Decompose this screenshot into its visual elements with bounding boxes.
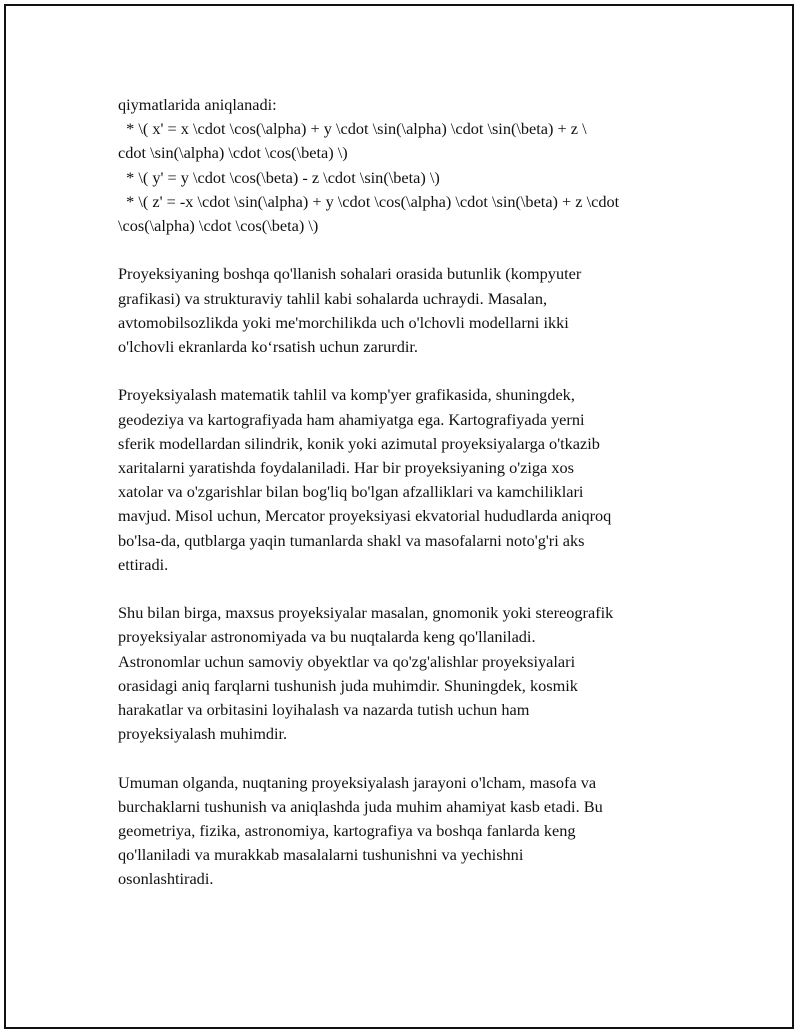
paragraph-gap bbox=[118, 746, 688, 770]
paragraph-gap bbox=[118, 577, 688, 601]
text-line: geodeziya va kartografiyada ham ahamiyatga ega. Kartografiyada yerni bbox=[118, 409, 585, 429]
text-line: grafikasi) va strukturaviy tahlil kabi sohalarda uchraydi. Masalan, bbox=[118, 288, 548, 308]
formula-x-line-1: * \( x' = x \cdot \cos(\alpha) + y \cdot \sin(\alpha) \cdot \sin(\beta) + z \ bbox=[118, 119, 587, 139]
text-line: ettiradi. bbox=[118, 554, 169, 574]
text-line: xaritalarni yaratishda foydalaniladi. Har bir proyeksiyaning o'ziga xos bbox=[118, 458, 574, 478]
formula-y-line: * \( y' = y \cdot \cos(\beta) - z \cdot \sin(\beta) \) bbox=[118, 167, 440, 187]
text-line: qo'llaniladi va murakkab masalalarni tushunishni va yechishni bbox=[118, 845, 524, 865]
text-line: proyeksiyalar astronomiyada va bu nuqtalarda keng qo'llaniladi. bbox=[118, 627, 536, 647]
paragraph-gap bbox=[118, 359, 688, 383]
paragraph-gap bbox=[118, 238, 688, 262]
formula-z-line-2: \cos(\alpha) \cdot \cos(\beta) \) bbox=[118, 216, 319, 236]
text-line: Umuman olganda, nuqtaning proyeksiyalash jarayoni o'lcham, masofa va bbox=[118, 772, 597, 792]
text-line: Astronomlar uchun samoviy obyektlar va qo'zg'alishlar proyeksiyalari bbox=[118, 651, 576, 671]
paragraph-4 bbox=[118, 771, 688, 892]
text-line: avtomobilsozlikda yoki me'morchilikda uch o'lchovli modellarni ikki bbox=[118, 312, 569, 332]
formula-z-line-1: * \( z' = -x \cdot \sin(\alpha) + y \cdot \cos(\alpha) \cdot \sin(\beta) + z \cdot bbox=[118, 191, 620, 211]
text-line: qiymatlarida aniqlanadi: bbox=[118, 95, 277, 114]
text-line: orasidagi aniq farqlarni tushunish juda muhimdir. Shuningdek, kosmik bbox=[118, 675, 578, 695]
text-line: bo'lsa-da, qutblarga yaqin tumanlarda shakl va masofalarni noto'g'ri aks bbox=[118, 530, 585, 550]
text-line: proyeksiyalash muhimdir. bbox=[118, 724, 288, 744]
document-body bbox=[118, 93, 688, 892]
paragraph-3 bbox=[118, 601, 688, 746]
text-line: sferik modellardan silindrik, konik yoki azimutal proyeksiyalarga o'tkazib bbox=[118, 433, 600, 453]
text-line: harakatlar va orbitasini loyihalash va nazarda tutish uchun ham bbox=[118, 700, 530, 720]
text-line: osonlashtiradi. bbox=[118, 869, 214, 889]
formula-x-line-2: cdot \sin(\alpha) \cdot \cos(\beta) \) bbox=[118, 143, 348, 163]
text-line: geometriya, fizika, astronomiya, kartografiya va boshqa fanlarda keng bbox=[118, 821, 576, 841]
text-line: xatolar va o'zgarishlar bilan bog'liq bo'lgan afzalliklari va kamchiliklari bbox=[118, 482, 584, 502]
text-line: Proyeksiyalash matematik tahlil va komp'yer grafikasida, shuningdek, bbox=[118, 385, 575, 405]
formula-block bbox=[118, 93, 688, 238]
text-line: Shu bilan birga, maxsus proyeksiyalar masalan, gnomonik yoki stereografik bbox=[118, 603, 614, 623]
text-line: Proyeksiyaning boshqa qo'llanish sohalari orasida butunlik (kompyuter bbox=[118, 264, 582, 284]
text-line: mavjud. Misol uchun, Mercator proyeksiyasi ekvatorial hududlarda aniqroq bbox=[118, 506, 612, 526]
text-line: burchaklarni tushunish va aniqlashda juda muhim ahamiyat kasb etadi. Bu bbox=[118, 796, 603, 816]
text-line: o'lchovli ekranlarda ko‘rsatish uchun zarurdir. bbox=[118, 337, 418, 357]
paragraph-1 bbox=[118, 262, 688, 359]
paragraph-2 bbox=[118, 383, 688, 577]
